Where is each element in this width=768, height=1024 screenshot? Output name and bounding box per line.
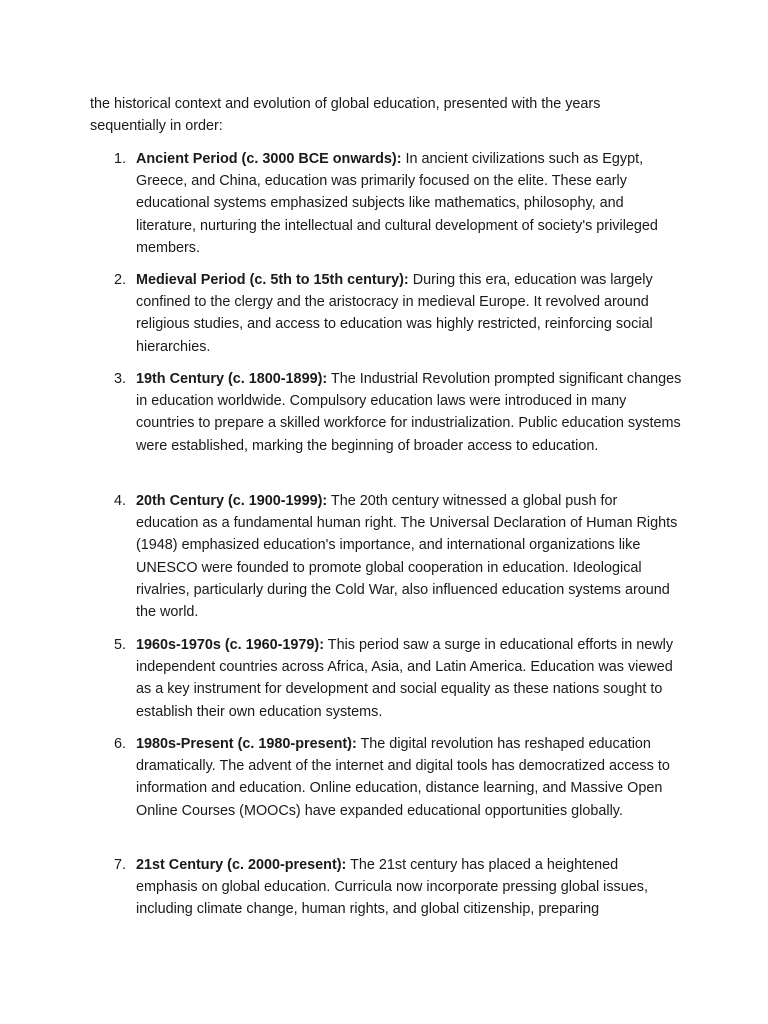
list-item-body xyxy=(136,634,682,723)
list-item-heading: 1960s-1970s (c. 1960-1979): xyxy=(136,637,325,653)
list-number: 6. xyxy=(113,736,126,752)
list-item-text: In ancient civilizations such as Egypt, Greece, and China, education was primarily focused on the elite. These early educational systems emphasized subjects like mathematics, philosophy, and literature, nurturing the intellectual and cultural development of society's privileged members. xyxy=(136,151,658,256)
list-item-body xyxy=(136,368,682,457)
intro-paragraph: the historical context and evolution of global education, presented with the years sequentially in order: xyxy=(90,96,601,135)
list-item-body xyxy=(136,854,682,921)
list-item-body xyxy=(136,269,682,358)
list-item-text: The digital revolution has reshaped education dramatically. The advent of the internet and digital tools has democratized access to information and education. Online education, distance learning, and Massive Open Online Courses (MOOCs) have expanded educational opportunities globally. xyxy=(136,736,670,819)
list-item-text: During this era, education was largely confined to the clergy and the aristocracy in medieval Europe. It revolved around religious studies, and access to education was highly restricted, reinforcing social hierarchies. xyxy=(136,272,653,355)
list-item-text: This period saw a surge in educational efforts in newly independent countries across Africa, Asia, and Latin America. Education was viewed as a key instrument for development and social equality as these nations sought to establish their own education systems. xyxy=(136,637,674,720)
list-item-body xyxy=(136,733,682,822)
list-item-heading: 19th Century (c. 1800-1899): xyxy=(136,371,328,387)
list-item-heading: Ancient Period (c. 3000 BCE onwards): xyxy=(136,151,402,167)
list-item-text: The 21st century has placed a heightened emphasis on global education. Curricula now incorporate pressing global issues, including climate change, human rights, and global citizenship, preparing xyxy=(136,857,648,918)
list-item-heading: 21st Century (c. 2000-present): xyxy=(136,857,347,873)
list-item-text: The Industrial Revolution prompted significant changes in education worldwide. Compulsory education laws were introduced in many countries to prepare a skilled workforce for industrialization. Public education systems were established, marking the beginning of broader access to education. xyxy=(136,371,682,454)
list-number: 4. xyxy=(113,493,126,509)
list-number: 1. xyxy=(113,151,126,167)
list-number: 7. xyxy=(113,857,126,873)
list-item-heading: Medieval Period (c. 5th to 15th century): xyxy=(136,272,409,288)
list-item-body xyxy=(136,148,682,259)
list-item-heading: 1980s-Present (c. 1980-present): xyxy=(136,736,357,752)
list-number: 5. xyxy=(113,637,126,653)
list-item-body xyxy=(136,490,682,623)
list-number: 3. xyxy=(113,371,126,387)
list-number: 2. xyxy=(113,272,126,288)
list-item-heading: 20th Century (c. 1900-1999): xyxy=(136,493,328,509)
list-item-text: The 20th century witnessed a global push for education as a fundamental human right. The Universal Declaration of Human Rights (1948) emphasized education's importance, and international organizations like UNESCO were founded to promote global cooperation in education. Ideological rivalries, particularly during the Cold War, also influenced education systems around the world. xyxy=(136,493,678,621)
